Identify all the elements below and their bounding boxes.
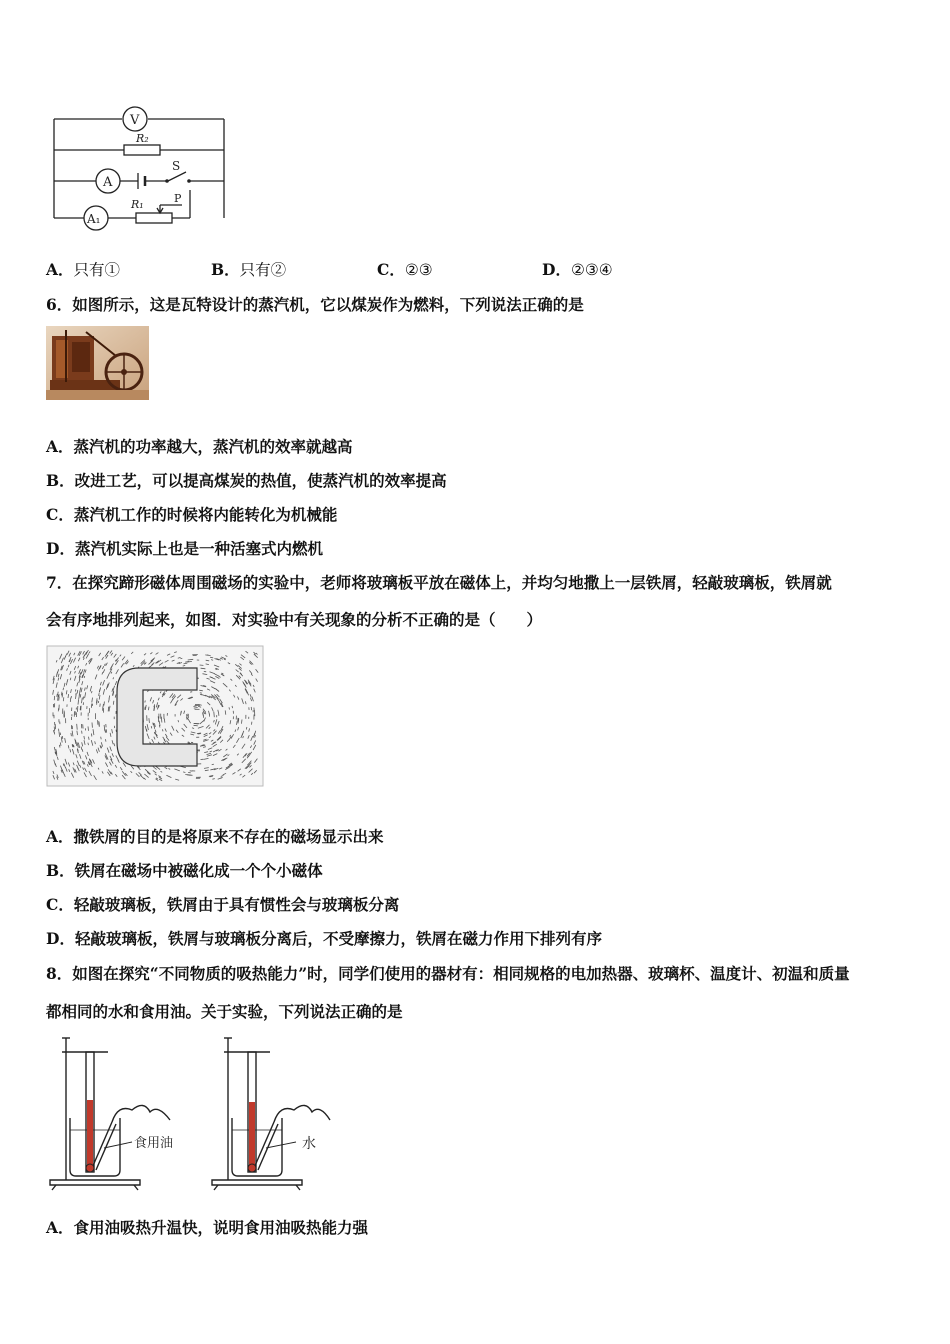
- q8-option-a: A．食用油吸热升温快，说明食用油吸热能力强: [46, 1218, 369, 1237]
- iron-filings-magnet-photo: [47, 646, 263, 786]
- q5-option-a: A．只有①: [46, 260, 121, 279]
- water-label: 水: [302, 1136, 316, 1152]
- circuit-diagram: [0, 0, 950, 240]
- q5-option-d: D．②③④: [542, 260, 613, 279]
- q6-option-d: D．蒸汽机实际上也是一种活塞式内燃机: [46, 539, 323, 558]
- ammeter1-label: A₁: [87, 212, 101, 226]
- ammeter-label: A: [103, 175, 113, 190]
- q7-stem-line1: 7．在探究蹄形磁体周围磁场的实验中，老师将玻璃板平放在磁体上，并均匀地撒上一层铁屑，轻敲玻璃板，铁屑就: [46, 573, 832, 592]
- q8-stem-line1: 8．如图在探究“不同物质的吸热能力”时，同学们使用的器材有：相同规格的电加热器、玻璃杯、温度计、初温和质量: [46, 964, 850, 983]
- switch-label: S: [172, 159, 181, 173]
- q6-option-a: A．蒸汽机的功率越大，蒸汽机的效率就越高: [46, 437, 353, 456]
- r2-label: R₂: [136, 132, 149, 145]
- q7-option-d: D．轻敲玻璃板，铁屑与玻璃板分离后，不受摩擦力，铁屑在磁力作用下排列有序: [46, 929, 602, 948]
- q6-option-c: C．蒸汽机工作的时候将内能转化为机械能: [46, 505, 338, 524]
- slider-label: P: [174, 192, 182, 205]
- q5-option-c: C．②③: [377, 260, 433, 279]
- oil-apparatus: [50, 1038, 170, 1190]
- heating-apparatus-diagram: [0, 1030, 950, 1200]
- q7-option-a: A．撒铁屑的目的是将原来不存在的磁场显示出来: [46, 827, 384, 846]
- q7-option-c: C．轻敲玻璃板，铁屑由于具有惯性会与玻璃板分离: [46, 895, 400, 914]
- q6-option-b: B．改进工艺，可以提高煤炭的热值，使蒸汽机的效率提高: [46, 471, 447, 490]
- q5-option-b: B．只有②: [211, 260, 287, 279]
- steam-engine-photo: [46, 326, 149, 400]
- q7-option-b: B．铁屑在磁场中被磁化成一个个小磁体: [46, 861, 323, 880]
- q8-stem-line2: 都相同的水和食用油。关于实验，下列说法正确的是: [46, 1002, 403, 1021]
- water-apparatus: [212, 1038, 330, 1190]
- oil-label: 食用油: [134, 1136, 174, 1151]
- q6-stem: 6．如图所示，这是瓦特设计的蒸汽机，它以煤炭作为燃料，下列说法正确的是: [46, 295, 584, 314]
- q7-stem-line2: 会有序地排列起来，如图．对实验中有关现象的分析不正确的是（ ）: [46, 610, 543, 629]
- r1-label: R₁: [131, 198, 144, 211]
- voltmeter-label: V: [130, 113, 140, 128]
